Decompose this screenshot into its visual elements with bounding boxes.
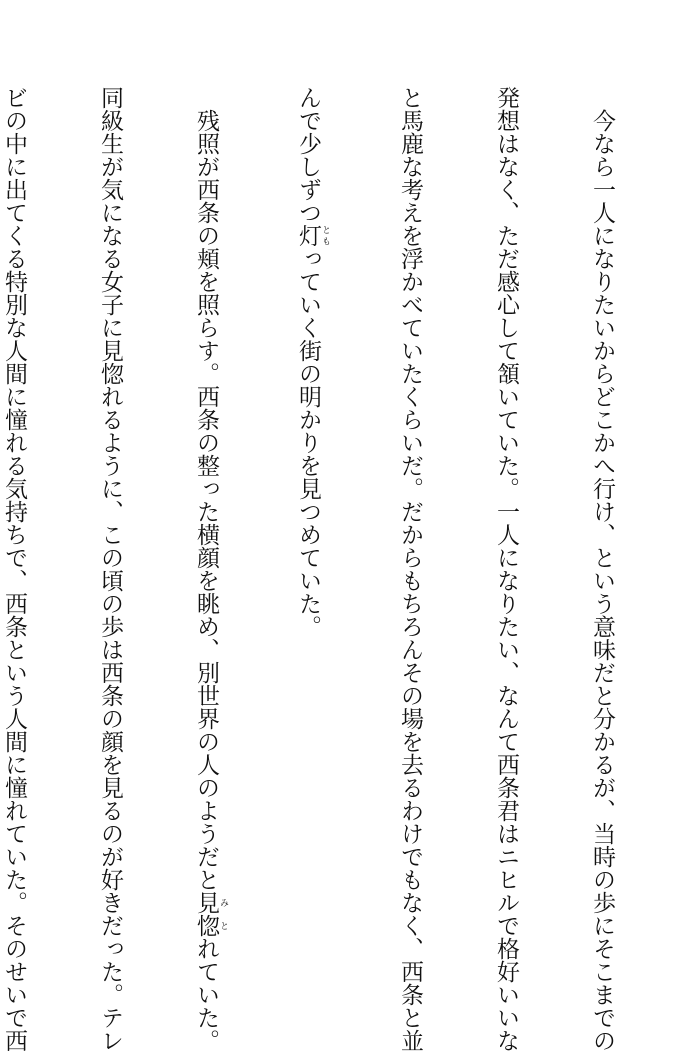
- vertical-text-body: [0, 86, 682, 1052]
- text-line: 同級生が気になる女子に見惚れるように、この頃の歩は西条の顔を見るのが好きだった。テレ: [97, 86, 123, 1052]
- ruby-reading: とも: [320, 224, 330, 247]
- text-segment: 残照が西条の頬を照らす。西条の整った横顔を眺め、別世界の人のようだと: [193, 86, 219, 891]
- text-segment: っていく街の明かりを見つめていた。: [295, 247, 321, 638]
- text-line: ビの中に出てくる特別な人間に憧れる気持ちで、西条という人間に憧れていた。そのせいで西: [1, 86, 27, 1052]
- text-line: 今なら一人になりたいからどこかへ行け、という意味だと分かるが、当時の歩にそこまでの: [589, 86, 615, 1052]
- ruby-base: 見惚: [193, 891, 219, 937]
- ruby-base: 灯: [295, 224, 321, 247]
- ruby-annotation: [193, 891, 228, 937]
- ruby-reading: みと: [218, 891, 228, 937]
- text-line: 発想はなく、ただ感心して頷いていた。一人になりたい、なんて西条君はニヒルで格好いいな: [493, 86, 519, 1052]
- text-line-with-ruby: [190, 86, 228, 1052]
- ruby-annotation: [295, 224, 330, 247]
- text-line: と馬鹿な考えを浮かべていたくらいだ。だからもちろんその場を去るわけでもなく、西条と並: [397, 86, 423, 1052]
- text-line-with-ruby: [292, 86, 330, 991]
- text-segment: んで少しずつ: [295, 86, 321, 224]
- text-segment: れていた。: [193, 937, 219, 1052]
